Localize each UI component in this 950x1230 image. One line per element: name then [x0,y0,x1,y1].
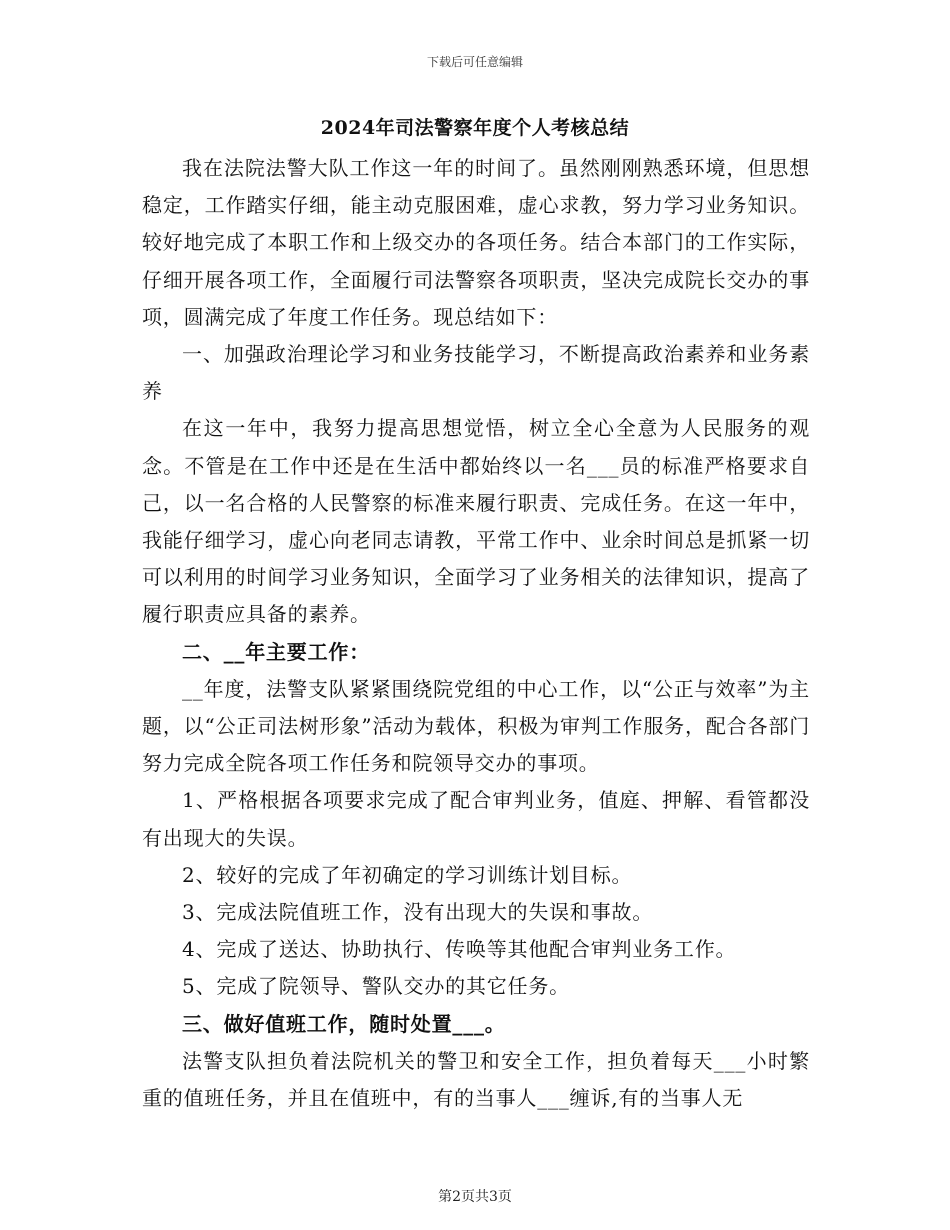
paragraph-section-2: __年度，法警支队紧紧围绕院党组的中心工作，以“公正与效率”为主题，以“公正司法树形象”活动为载体，积极为审判工作服务，配合各部门努力完成全院各项工作任务和院领导交办的事项。 [142,676,810,776]
document-title: 2024年司法警察年度个人考核总结 [320,117,630,139]
paragraph-section-1: 在这一年中，我努力提高思想觉悟，树立全心全意为人民服务的观念。不管是在工作中还是在生活中都始终以一名___员的标准严格要求自己，以一名合格的人民警察的标准来履行职责、完成任务。在这一年中，我能仔细学习，虚心向老同志请教，平常工作中、业余时间总是抓紧一切可以利用的时间学习业务知识，全面学习了业务相关的法律知识，提高了履行职责应具备的素养。 [142,416,810,627]
list-item-2: 2、较好的完成了年初确定的学习训练计划目标。 [182,862,633,887]
list-item-4: 4、完成了送达、协助执行、传唤等其他配合审判业务工作。 [182,937,737,962]
section-heading-3: 三、做好值班工作，随时处置___。 [182,1011,506,1036]
list-item-1: 1、严格根据各项要求完成了配合审判业务，值庭、押解、看管都没有出现大的失误。 [142,788,810,850]
paragraph-intro: 我在法院法警大队工作这一年的时间了。虽然刚刚熟悉环境，但思想稳定，工作踏实仔细，能主动克服困难，虚心求教，努力学习业务知识。较好地完成了本职工作和上级交办的各项任务。结合本部门的工作实际，仔细开展各项工作，全面履行司法警察各项职责，坚决完成院长交办的事项，圆满完成了年度工作任务。现总结如下： [142,156,810,329]
header-note: 下载后可任意编辑 [426,55,523,69]
paragraph-section-3: 法警支队担负着法院机关的警卫和安全工作，担负着每天___小时繁重的值班任务，并且在值班中，有的当事人___缠诉,有的当事人无 [142,1048,810,1111]
list-item-3: 3、完成法院值班工作，没有出现大的失误和事故。 [182,900,654,925]
document-body [142,150,810,1117]
page-number: 第2页共3页 [438,1189,512,1205]
section-heading-1: 一、加强政治理论学习和业务技能学习，不断提高政治素养和业务素养 [142,342,810,404]
section-heading-2: 二、__年主要工作： [182,639,370,664]
list-item-5: 5、完成了院领导、警队交办的其它任务。 [182,974,570,999]
